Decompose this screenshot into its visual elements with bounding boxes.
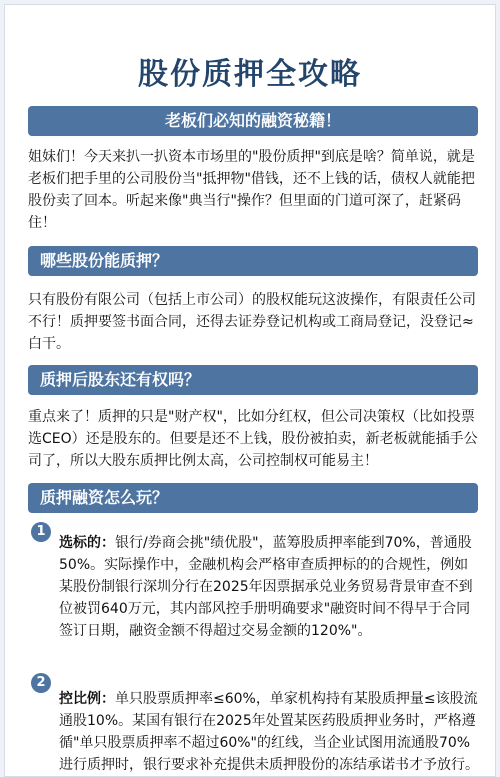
item-text: 银行/券商会挑"绩优股"，蓝筹股质押率能到70%，普通股50%。实际操作中，金融机构会严格审查质押标的的合规性，例如某股份制银行深圳分行在2025年因票据承兑业务贸易背景审查不到位被罚640万元，其内部风控手册明确要求"融资时间不得早于合同签订日期，融资金额不得超过交易金额的120%"。 [59, 535, 473, 639]
item-text: 单只股票质押率≤60%，单家机构持有某股质押量≤该股流通股10%。某国有银行在2025年处置某医药股质押业务时，严格遵循"单只股票质押率不超过60%"的红线，当企业试图用流通股70%进行质押时，银行要求补充提供未质押股份的冻结承诺书才予放行。 [59, 691, 479, 773]
section-heading-eligible-shares: 哪些股份能质押？ [28, 246, 478, 276]
subtitle-banner: 老板们必知的融资秘籍！ [28, 106, 478, 136]
item-label: 选标的： [59, 535, 115, 551]
number-badge-2: 2 [31, 673, 51, 693]
list-item [59, 532, 479, 642]
section-heading-shareholder-rights: 质押后股东还有权吗？ [28, 365, 478, 395]
section-text-shareholder-rights: 重点来了！质押的只是"财产权"，比如分红权，但公司决策权（比如投票选CEO）还是股东的。但要是还不上钱，股份被拍卖，新老板就能插手公司了，所以大股东质押比例太高，公司控制权可能易主！ [28, 409, 478, 469]
article-card [4, 4, 496, 777]
list-item [59, 688, 479, 776]
intro-paragraph: 姐妹们！今天来扒一扒资本市场里的"股份质押"到底是啥？简单说，就是老板们把手里的公司股份当"抵押物"借钱，还不上钱的话，债权人就能把股份卖了回本。听起来像"典当行"操作？但里面的门道可深了，赶紧码住！ [28, 149, 475, 231]
item-label: 控比例： [59, 691, 115, 707]
section-text-eligible-shares: 只有股份有限公司（包括上市公司）的股权能玩这波操作，有限责任公司不行！质押要签书面合同，还得去证券登记机构或工商局登记，没登记≈白干。 [28, 292, 476, 352]
number-badge-1: 1 [31, 522, 51, 542]
section-heading-how-to-finance: 质押融资怎么玩？ [28, 483, 478, 513]
page-title: 股份质押全攻略 [138, 57, 362, 92]
